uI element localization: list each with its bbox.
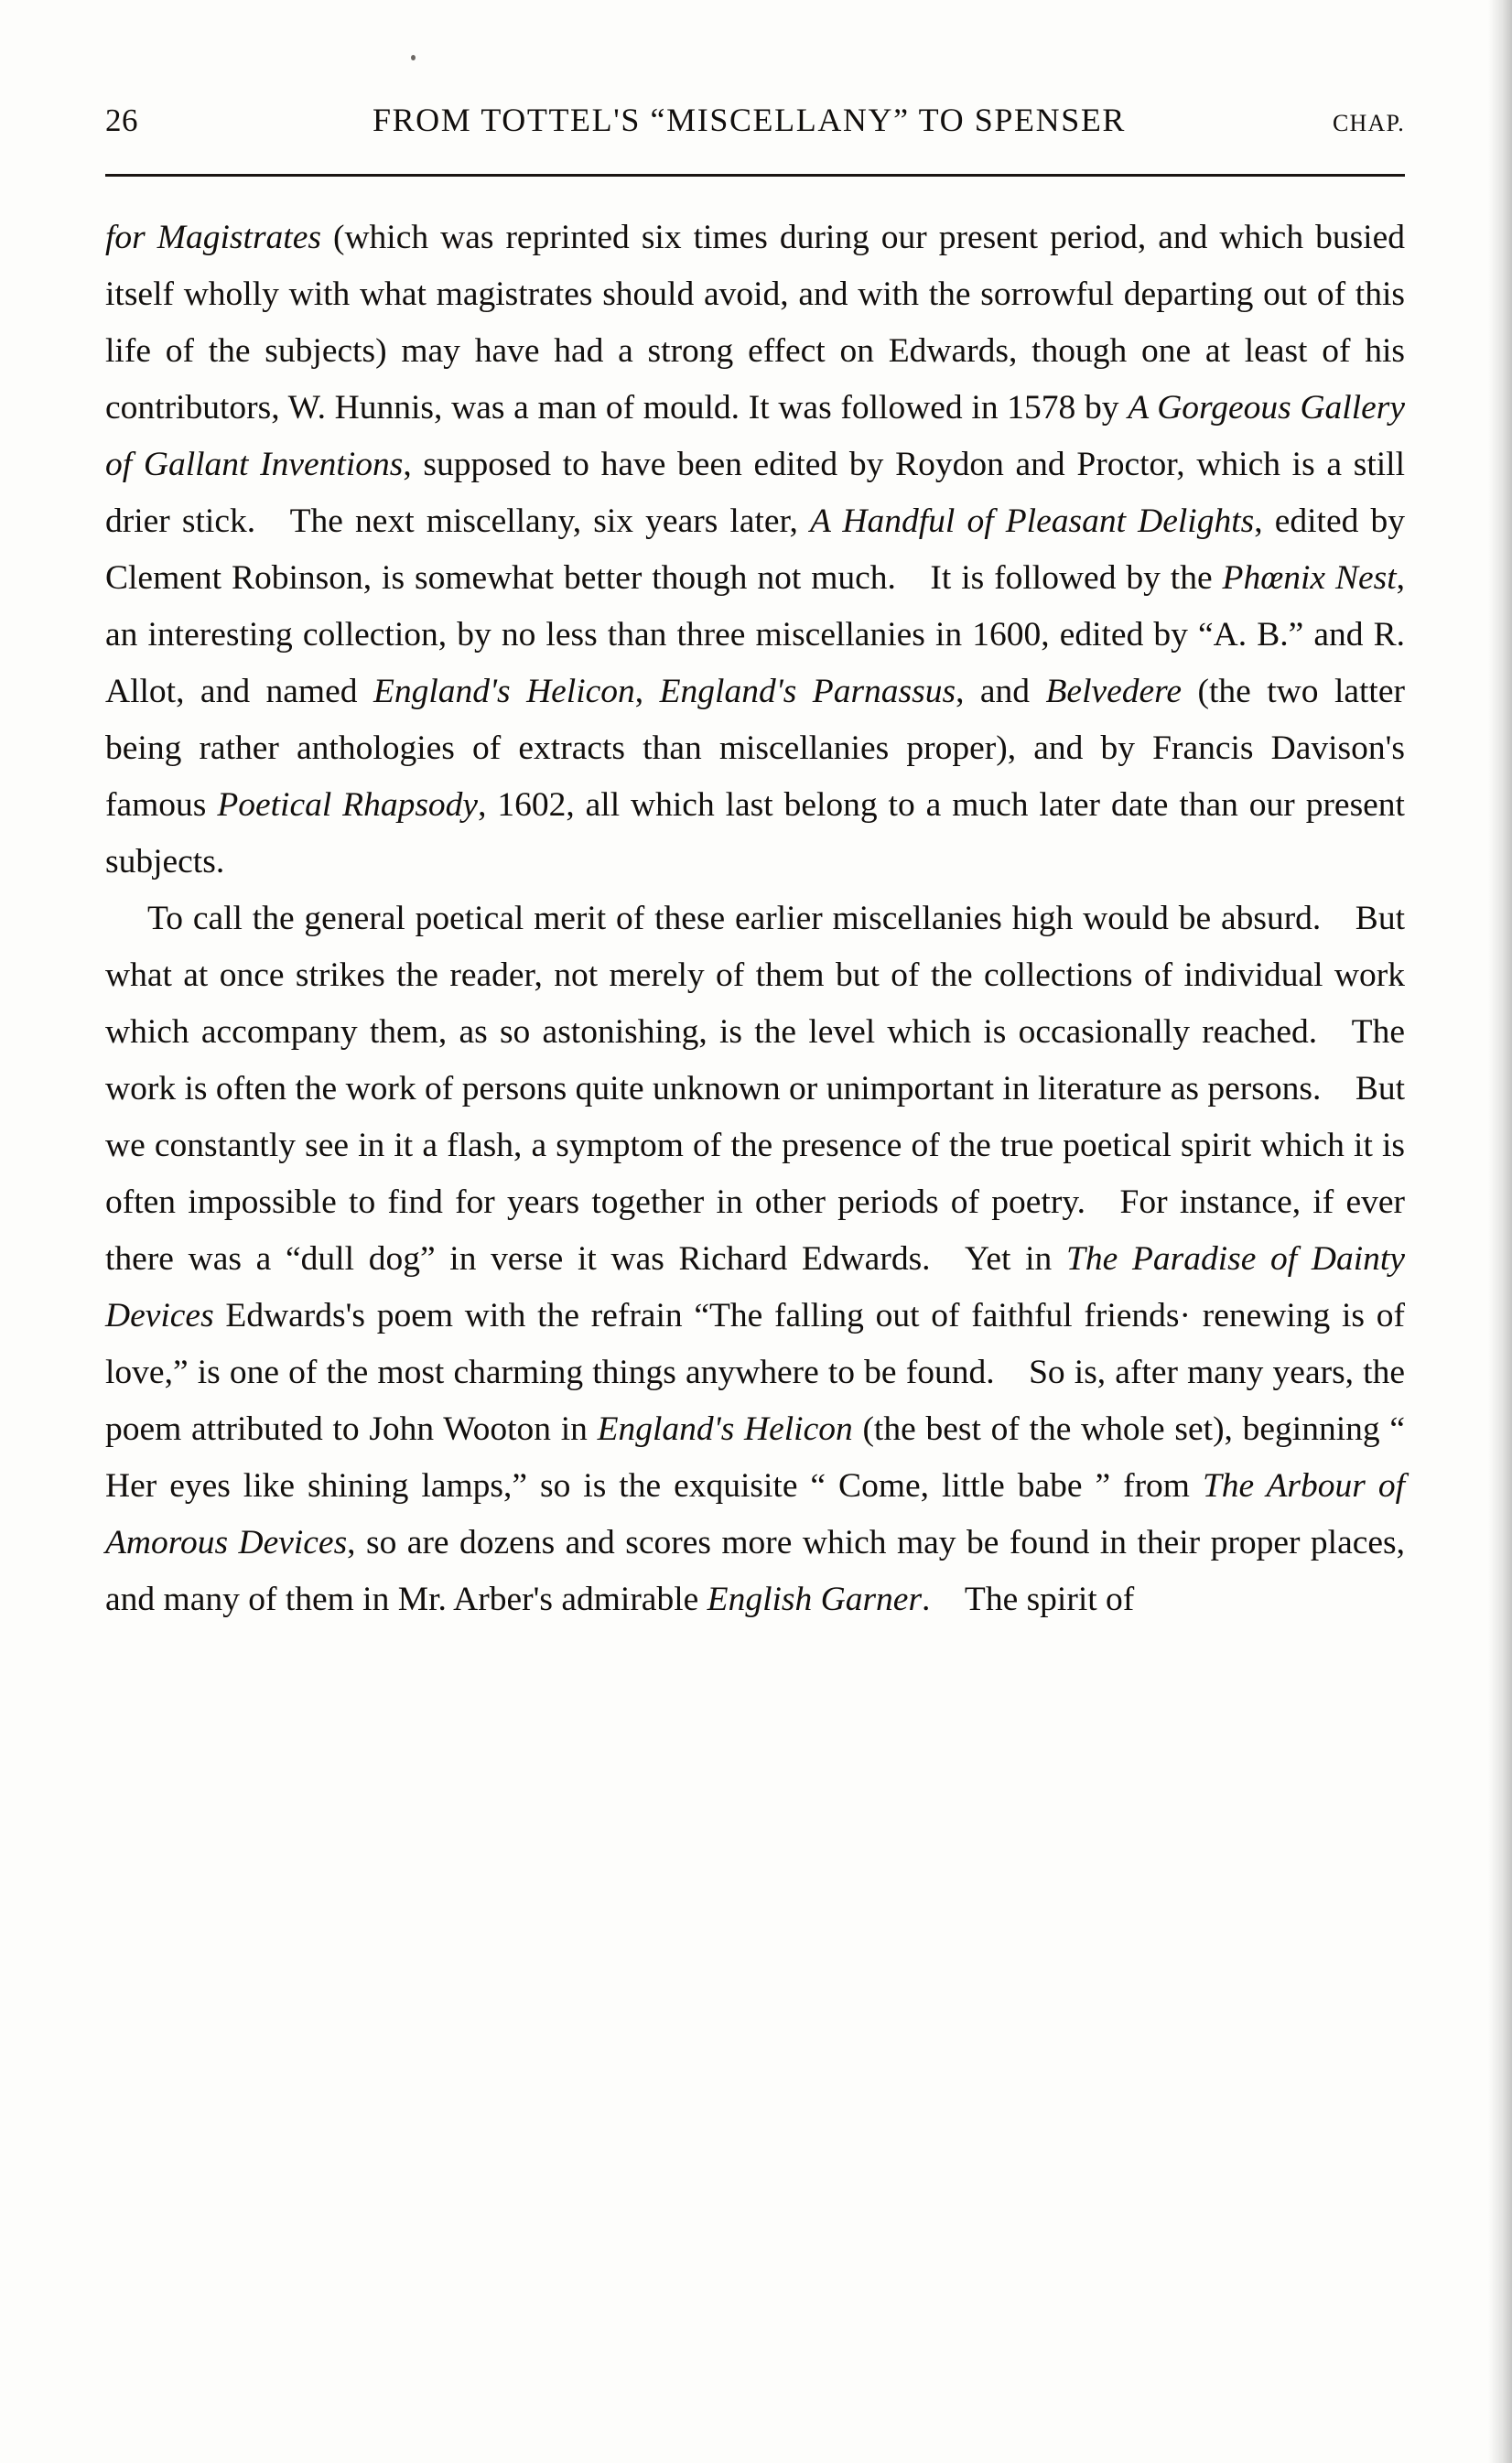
page-number: 26 — [105, 103, 138, 138]
title-citation: The Paradise of Dainty Devices — [105, 1240, 1405, 1334]
title-citation: for Magistrates — [105, 219, 321, 256]
title-citation: A Handful of Pleasant Delights — [810, 502, 1255, 540]
chapter-label: CHAP. — [1333, 110, 1405, 136]
title-citation: England's Parnassus — [659, 673, 956, 710]
title-citation: Phœnix Nest — [1222, 559, 1397, 597]
running-head-title: FROM TOTTEL'S “MISCELLANY” TO SPENSER — [372, 102, 1127, 138]
text-run: (the best of the whole set), beginning “ Her eyes like shining lamps,” so is the exquisite “ Come, little babe ” from — [105, 1410, 1405, 1505]
text-run: , an interesting collection, by no less than three miscellanies in 1600, edited by “A. B.” and R. Allot, and named — [105, 559, 1405, 710]
text-run: , so are dozens and scores more which may be found in their proper places, and many of them in Mr. Arber's admirable — [105, 1524, 1405, 1618]
running-head — [105, 101, 1405, 165]
title-citation: The Arbour of Amorous Devices — [105, 1467, 1405, 1561]
title-citation: English Garner — [707, 1581, 923, 1618]
text-run: , 1602, all which last belong to a much later date than our present subjects. — [105, 786, 1405, 880]
text-run: , and — [956, 673, 1046, 710]
page-content — [105, 101, 1405, 1628]
text-run: , supposed to have been edited by Roydon and Proctor, which is a still drier stick. The next miscellany, six years later, — [105, 446, 1405, 540]
text-run: . The spirit of — [922, 1581, 1135, 1618]
text-run: , — [634, 673, 660, 710]
text-run: To call the general poetical merit of these earlier miscellanies high would be absurd. But what at once strikes the reader, not merely of them but of the collections of individual work which accompany them, as so astonishing, is the level which is occasionally reached. The work is often the work of persons quite unknown or unimportant in literature as persons. But we constantly see in it a flash, a symptom of the presence of the true poetical spirit which it is often impossible to find for years together in other periods of poetry. For instance, if ever there was a “dull dog” in verse it was Richard Edwards. Yet in — [105, 900, 1405, 1278]
text-run: Edwards's poem with the refrain “The falling out of faithful friends· renewing is of love,” is one of the most charming things anywhere to be found. So is, after many years, the poem attributed to John Wooton in — [105, 1297, 1405, 1448]
text-run: (which was reprinted six times during our present period, and which busied itself wholly with what magistrates should avoid, and with the sorrowful departing out of this life of the subjects) may have had a strong effect on Edwards, though one at least of his contributors, W. Hunnis, was a man of mould. It was followed in 1578 by — [105, 219, 1405, 427]
text-run: (the two latter being rather anthologies of extracts than miscellanies proper), and by Francis Davison's famous — [105, 673, 1405, 824]
paragraph — [105, 210, 1405, 891]
text-run: , edited by Clement Robinson, is somewhat better though not much. It is followed by the — [105, 502, 1405, 597]
paragraph — [105, 891, 1405, 1628]
body-text — [105, 210, 1405, 1628]
page-edge-shadow — [1488, 0, 1512, 2463]
ink-speck — [411, 55, 416, 60]
title-citation: England's Helicon — [597, 1410, 853, 1448]
header-rule — [105, 174, 1405, 177]
title-citation: A Gorgeous Gallery of Gallant Inventions — [105, 389, 1405, 483]
title-citation: Belvedere — [1045, 673, 1183, 710]
title-citation: England's Helicon — [373, 673, 635, 710]
title-citation: Poetical Rhapsody — [217, 786, 479, 824]
